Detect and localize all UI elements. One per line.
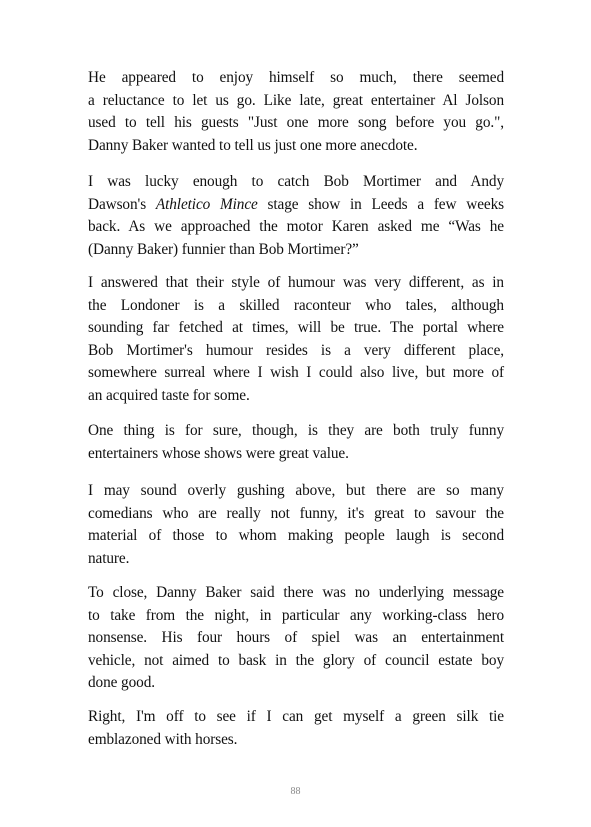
paragraph-line: entertainers whose shows were great value. [88,444,349,462]
paragraph-line: somewhere surreal where I wish I could also live, but more of [88,364,504,382]
show-title: Athletico Mince [155,195,258,213]
paragraph-line: material of those to whom making people laugh is second [88,527,504,545]
paragraph-line-with-title [88,194,504,217]
page-number: 88 [290,786,301,797]
paragraph-line: used to tell his guests "Just one more song before you go.", [88,114,504,132]
paragraph-3 [88,272,504,408]
paragraph-line: back. As we approached the motor Karen asked me “Was he [88,218,504,236]
paragraph-line: nonsense. His four hours of spiel was an entertainment [88,629,504,647]
paragraph-line: sounding far fetched at times, will be true. The portal where [88,319,504,337]
paragraph-5 [88,480,504,570]
paragraph-line: Danny Baker wanted to tell us just one more anecdote. [88,136,418,154]
paragraph-line: To close, Danny Baker said there was no underlying message [88,584,504,601]
paragraph-line: One thing is for sure, though, is they are both truly funny [88,422,504,439]
paragraph-line: I was lucky enough to catch Bob Mortimer and Andy [88,173,504,190]
paragraph-1 [88,67,504,157]
paragraph-line: I answered that their style of humour was very different, as in [88,274,504,291]
paragraph-line: emblazoned with horses. [88,730,238,748]
paragraph-line: He appeared to enjoy himself so much, there seemed [88,69,504,86]
paragraph-6 [88,582,504,695]
paragraph-line: an acquired taste for some. [88,386,250,404]
paragraph-line: comedians who are really not funny, it's great to savour the [88,504,504,522]
paragraph-line: a reluctance to let us go. Like late, great entertainer Al Jolson [88,91,504,109]
paragraph-2 [88,171,504,261]
paragraph-line: done good. [88,674,155,692]
paragraph-line: vehicle, not aimed to bask in the glory of council estate boy [88,651,504,669]
paragraph-line: the Londoner is a skilled raconteur who tales, although [88,296,504,314]
line-end: stage show in Leeds a few weeks [267,195,504,213]
paragraph-line: (Danny Baker) funnier than Bob Mortimer?” [88,240,359,258]
paragraph-line: I may sound overly gushing above, but there are so many [88,482,504,499]
line-start: Dawson's [88,195,147,213]
paragraph-line: Bob Mortimer's humour resides is a very different place, [88,341,504,359]
paragraph-7 [88,706,504,751]
paragraph-4 [88,420,504,465]
paragraph-line: to take from the night, in particular any working-class hero [88,606,504,624]
paragraph-line: nature. [88,549,130,567]
paragraph-line: Right, I'm off to see if I can get myself a green silk tie [88,708,504,725]
